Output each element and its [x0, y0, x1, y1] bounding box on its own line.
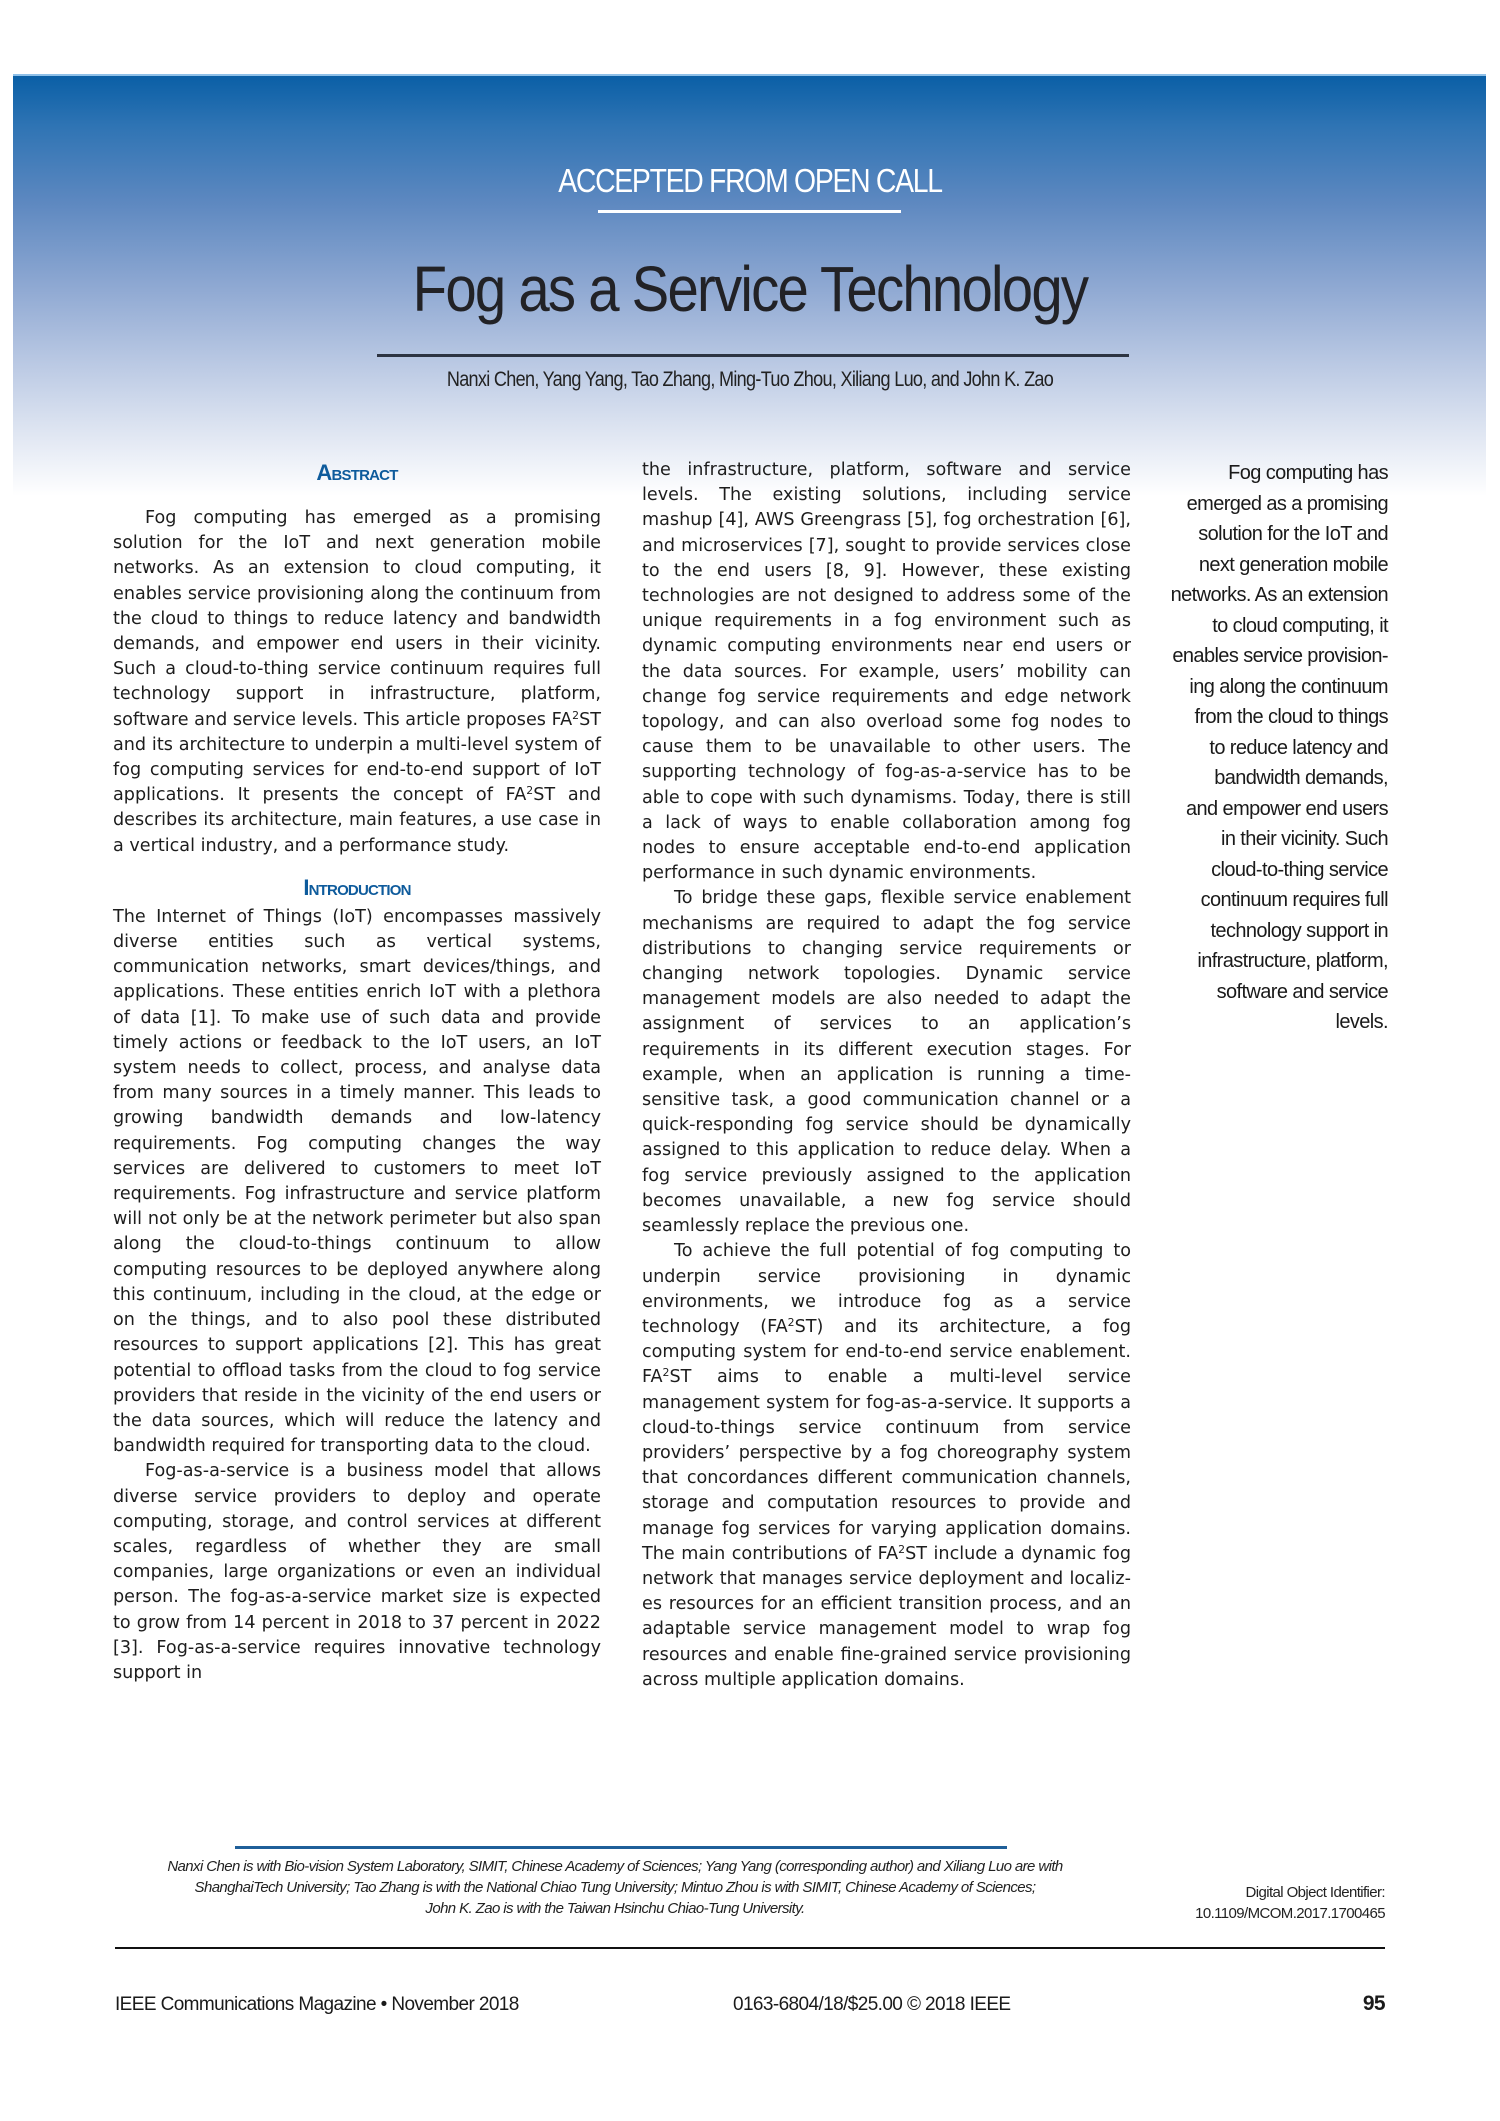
intro-paragraph-4: To bridge these gaps, flexible service enablement mechanisms are required to adapt the fog service distributions to changing service requirements or changing network topologies. Dynamic service management models are also needed to adapt the assignment of services to an application’s requirements in its different execution stages. For example, when an application is running a time-sensitive task, a good communication channel or a quick-responding fog service should be dynamically assigned to this application to reduce delay. When a fog service previously assigned to the application becomes unavailable, a new fog service should seamlessly replace the previous one. — [642, 888, 1131, 1237]
author-affiliations — [150, 1856, 1080, 1919]
pull-quote-line: continuum requires full — [1200, 889, 1388, 911]
superscript: 2 — [898, 1542, 906, 1556]
pull-quote-line: ing along the continuum — [1189, 675, 1388, 698]
pull-quote-line: bandwidth demands, — [1214, 767, 1388, 789]
author-list: Nanxi Chen, Yang Yang, Tao Zhang, Ming-Tuo Zhou, Xiliang Luo, and John K. Zao — [446, 368, 1054, 391]
pull-quote-line: solution for the IoT and — [1198, 523, 1388, 545]
pull-quote-line: technology support in — [1210, 919, 1388, 942]
superscript: 2 — [787, 1315, 795, 1329]
page-number: 95 — [1362, 1992, 1385, 2015]
intro-paragraph-1: The Internet of Things (IoT) encompasses massively diverse entities such as vertical systems, communication networks, smart devices/things, and applications. These entities enrich IoT with a plethora of data [1]. To make use of such data and provide timely actions or feedback to the IoT users, an IoT system needs to collect, process, and analyse data from many sources in a timely manner. This leads to growing bandwidth demands and low-latency requirements. Fog computing changes the way services are delivered to customers to meet IoT requirements. Fog infrastructure and service platform will not only be at the network perimeter but also span along the cloud-to-things continuum to allow computing resources to be deployed anywhere along this continuum, including in the cloud, at the edge or on the things, and to also pool these distributed resources to support applications [2]. This has great potential to offload tasks from the cloud to fog service providers that reside in the vicinity of the end users or the data sources, which will reduce the latency and bandwidth required for transporting data to the cloud. — [113, 906, 601, 1457]
abstract-text-part: ST and describes its architecture, main features, a use case in a vertical industry, and a performance study. — [113, 785, 601, 856]
pull-quote-line: from the cloud to things — [1194, 706, 1388, 728]
title-rule — [377, 354, 1129, 357]
pull-quote-line: cloud-to-thing service — [1211, 858, 1388, 881]
pull-quote-line: in their vicinity. Such — [1220, 828, 1388, 850]
section-kicker: ACCEPTED FROM OPEN CALL — [558, 162, 942, 199]
article-title: Fog as a Service Technology — [412, 253, 1088, 325]
footnote-rule — [235, 1846, 1007, 1849]
middle-column — [642, 458, 1131, 1693]
pull-quote-line: to cloud computing, it — [1212, 614, 1388, 637]
copyright-info: 0163-6804/18/$25.00 © 2018 IEEE — [733, 1994, 1011, 2015]
intro-paragraph-3: the infrastructure, platform, software and service levels. The existing solutions, including service mashup [4], AWS Greengrass [5], fog orchestration [6], and microservices [7], sought to provide services close to the end users [8, 9]. However, these existing technologies are not designed to address some of the unique requirements in a fog environment such as dynamic computing environments near end users or the data sources. For example, users’ mobility can change fog service requirements and edge network topology, and can also overload some fog nodes to cause them to be unavailable to other users. The supporting technology of fog-as-a-service has to be able to cope with such dynamisms. Today, there is still a lack of ways to enable collaboration among fog nodes to ensure acceptable end-to-end application performance in such dynamic environments. — [642, 460, 1131, 884]
affiliation-line: ShanghaiTech University; Tao Zhang is with the National Chiao Tung University; Mintuo Zhou is with SIMIT, Chinese Academy of Sciences; — [194, 1879, 1036, 1896]
doi-label: Digital Object Identifier: — [1245, 1884, 1385, 1901]
pull-quote-line: to reduce latency and — [1209, 736, 1388, 759]
abstract-text-part: ST and its architecture to underpin a multi-level system of fog computing services for end-to-end support of IoT applications. It presents the concept of FA — [113, 709, 601, 806]
journal-info: IEEE Communications Magazine • November 2018 — [115, 1994, 519, 2015]
left-column — [113, 458, 601, 1686]
affiliation-line: Nanxi Chen is with Bio-vision System Laboratory, SIMIT, Chinese Academy of Sciences; Yang Yang (corresponding author) and Xiliang Luo are with — [167, 1858, 1063, 1875]
abstract-text — [113, 506, 601, 859]
superscript: 2 — [526, 784, 534, 798]
paragraph-part: ST include a dynamic fog network that manages service deployment and localizes resources for an efficient transition process, and an adaptable service management model to wrap fog resources and enable fine-grained service provisioning across multiple application domains. — [642, 1543, 1131, 1690]
superscript: 2 — [572, 708, 580, 722]
doi-value[interactable]: 10.1109/MCOM.2017.1700465 — [1195, 1905, 1385, 1922]
introduction-heading: Introduction — [303, 874, 411, 900]
intro-paragraph-5 — [642, 1239, 1131, 1693]
pull-quote-line: infrastructure, platform, — [1197, 950, 1388, 972]
pull-quote-line: levels. — [1335, 1011, 1388, 1033]
pull-quote-line: Fog computing has — [1228, 462, 1388, 484]
affiliation-line: John K. Zao is with the Taiwan Hsinchu Chiao-Tung University. — [425, 1900, 805, 1917]
pull-quote-line: next generation mobile — [1198, 553, 1388, 576]
abstract-heading: Abstract — [316, 460, 398, 485]
paragraph-part: To achieve the full potential of fog computing to underpin service provisioning in dynamic environments, we introduce fog as a service technology (FA — [642, 1241, 1131, 1337]
pull-quote — [1160, 458, 1388, 1038]
abstract-text-part: Fog computing has emerged as a promising solution for the IoT and next generation mobile networks. As an extension to cloud computing, it enables service provisioning along the continuum from the cloud to things to reduce latency and bandwidth demands, and empower end users in their vicinity. Such a cloud-to-thing service continuum requires full technology support in infrastructure, platform, software and service levels. This article proposes FA — [113, 508, 601, 730]
pull-quote-line: enables service provision- — [1172, 645, 1388, 667]
pull-quote-line: software and service — [1216, 980, 1388, 1003]
footer-rule — [115, 1947, 1385, 1949]
kicker-underline — [598, 210, 901, 213]
intro-paragraph-2: Fog-as-a-service is a business model that allows diverse service providers to deploy and operate computing, storage, and control services at different scales, regardless of whether they are small companies, large organizations or even an individual person. The fog-as-a-service market size is expected to grow from 14 percent in 2018 to 37 percent in 2022 [3]. Fog-as-a-service requires innovative technology support in — [113, 1461, 601, 1683]
superscript: 2 — [662, 1366, 670, 1380]
pull-quote-line: emerged as a promising — [1186, 492, 1388, 515]
paragraph-part: ST aims to enable a multi-level service management system for fog-as-a-service. It supports a cloud-to-things service continuum from service providers’ perspective by a fog choreography system that concordances different communication channels, storage and computation resources to provide and manage fog services for varying application domains. The main contributions of FA — [642, 1367, 1131, 1564]
paragraph-part: ST) and its architecture, a fog computing system for end-to-end service enablement. FA — [642, 1316, 1131, 1388]
pull-quote-line: and empower end users — [1186, 797, 1388, 820]
pull-quote-line: networks. As an extension — [1170, 584, 1388, 606]
doi-block — [1100, 1882, 1385, 1924]
